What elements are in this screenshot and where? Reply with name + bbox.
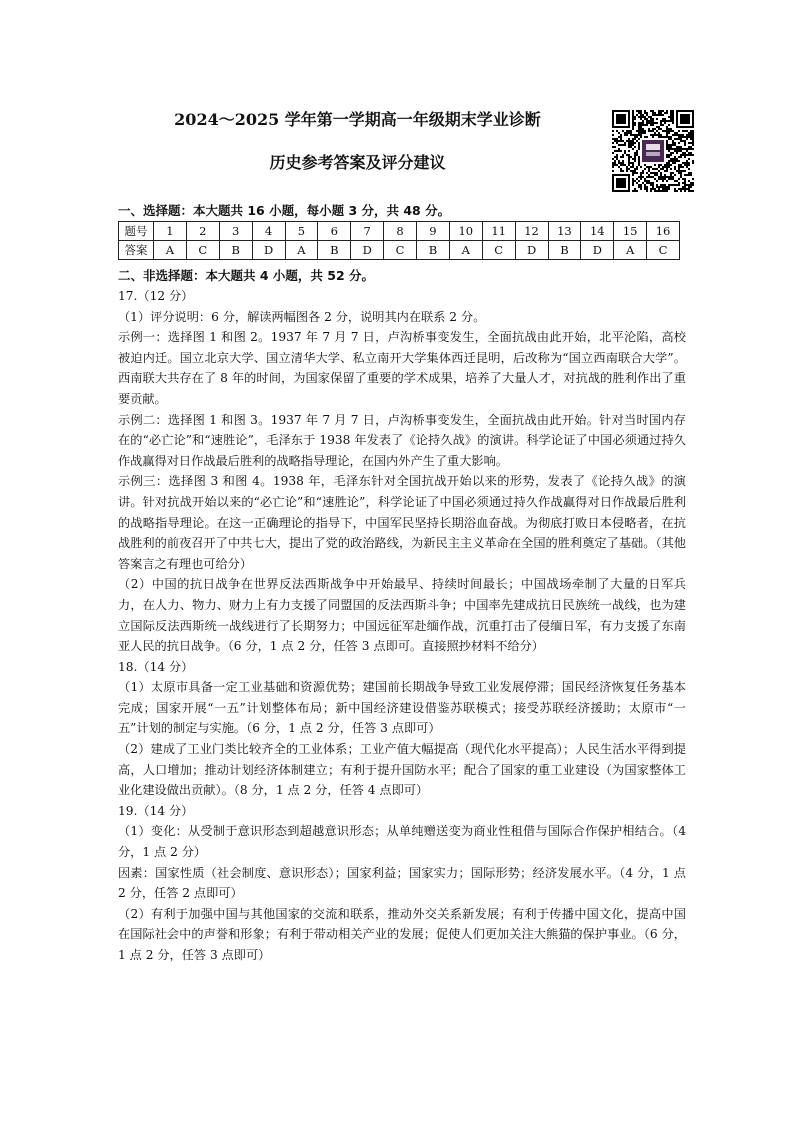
answer-cell: B [417,241,450,260]
q18-part1: （1）太原市具备一定工业基础和资源优势；建国前长期战争导致工业发展停滞；国民经济恢复任务基本完成；国家开展“一五”计划整体布局；新中国经济建设借鉴苏联模式；接受苏联经济援助；太原市“一五”计划的制定与实施。（6 分，1 点 2 分，任答 3 点即可） [118,680,686,736]
question-number: 15 [614,222,647,241]
row-label-number: 题号 [119,222,154,241]
row-label-answer: 答案 [119,241,154,260]
answer-cell: D [351,241,384,260]
answer-cell: D [581,241,614,260]
question-number: 13 [548,222,581,241]
answer-cell: A [154,241,187,260]
page-subtitle: 历史参考答案及评分建议 [269,153,446,172]
answer-table [118,221,680,260]
page-title: 2024～2025 学年第一学期高一年级期末学业诊断 [174,110,541,129]
answer-cell: C [647,241,680,260]
question-number: 3 [219,222,252,241]
question-number: 11 [482,222,515,241]
answer-cell: D [515,241,548,260]
q17-example-2: 示例二：选择图 1 和图 3。1937 年 7 月 7 日，卢沟桥事变发生，全面抗战由此开始。针对当时国内存在的“必亡论”和“速胜论”，毛泽东于 1938 年发表了《论持久战》的演讲。科学论证了中国必须通过持久作战赢得对日作战最后胜利的战略指导理论，在国内外产生了重大影响。 [118,412,686,468]
q19-part1-change: （1）变化：从受制于意识形态到超越意识形态；从单纯赠送变为商业性租借与国际合作保护相结合。（4 分，1 点 2 分） [118,824,686,860]
question-number: 2 [186,222,219,241]
question-number: 12 [515,222,548,241]
question-19-header: 19.（14 分） [118,803,194,818]
question-number: 6 [318,222,351,241]
answer-cell: C [186,241,219,260]
question-number: 5 [285,222,318,241]
answer-body [118,286,686,966]
q17-example-1: 示例一：选择图 1 和图 2。1937 年 7 月 7 日，卢沟桥事变发生，全面抗战由此开始，北平沦陷，高校被迫内迁。国立北京大学、国立清华大学、私立南开大学集体西迁昆明，后改称为“国立西南联合大学”。西南联大共存在了 8 年的时间，为国家保留了重要的学术成果，培养了大量人才，对抗战的胜利作出了重要贡献。 [118,330,686,406]
answer-cell: B [548,241,581,260]
answer-cell: C [384,241,417,260]
question-number: 14 [581,222,614,241]
answer-cell: B [219,241,252,260]
question-number: 1 [154,222,187,241]
question-number: 8 [384,222,417,241]
q17-part1-scoring: （1）评分说明：6 分，解读两幅图各 2 分，说明其内在联系 2 分。 [118,309,486,324]
answer-cell: A [285,241,318,260]
answer-cell: C [482,241,515,260]
q17-part2: （2）中国的抗日战争在世界反法西斯战争中开始最早、持续时间最长；中国战场牵制了大量的日军兵力，在人力、物力、财力上有力支援了同盟国的反法西斯斗争；中国率先建成抗日民族统一战线，也为建立国际反法西斯统一战线进行了长期努力；中国远征军赴缅作战，沉重打击了侵缅日军，有力支援了东南亚人民的抗日战争。（6 分，1 点 2 分，任答 3 点即可。直接照抄材料不给分） [118,577,686,654]
question-number: 9 [417,222,450,241]
q17-example-3: 示例三：选择图 3 和图 4。1938 年，毛泽东针对全国抗战开始以来的形势，发表了《论持久战》的演讲。针对抗战开始以来的“必亡论”和“速胜论”，科学论证了中国必须通过持久作战赢得对日作战最后胜利的战略指导理论。在这一正确理论的指导下，中国军民坚持长期浴血奋战。为彻底打败日本侵略者，在抗战胜利的前夜召开了中共七大，提出了党的政治路线，为新民主主义革命在全国的胜利奠定了基础。（其他答案言之有理也可给分） [118,474,686,571]
question-number: 4 [252,222,285,241]
section-1-heading: 一、选择题：本大题共 16 小题，每小题 3 分，共 48 分。 [118,203,451,218]
answer-cell: D [252,241,285,260]
answer-cell: A [449,241,482,260]
question-18-header: 18.（14 分） [118,659,194,674]
question-number: 7 [351,222,384,241]
q19-part2: （2）有利于加强中国与其他国家的交流和联系，推动外交关系新发展；有利于传播中国文化，提高中国在国际社会中的声誉和形象；有利于带动相关产业的发展；促使人们更加关注大熊猫的保护事业。（6 分，1 点 2 分，任答 3 点即可） [118,906,686,962]
table-row [119,222,680,241]
question-number: 16 [647,222,680,241]
q19-part1-factors: 因素：国家性质（社会制度、意识形态）；国家利益；国家实力；国际形势；经济发展水平。（4 分，1 点 2 分，任答 2 点即可） [118,865,686,901]
answer-cell: B [318,241,351,260]
table-row [119,241,680,260]
q18-part2: （2）建成了工业门类比较齐全的工业体系；工业产值大幅提高（现代化水平提高）；人民生活水平得到提高，人口增加；推动计划经济体制建立；有利于提升国防水平；配合了国家的重工业建设（为国家整体工业化建设做出贡献）。（8 分，1 点 2 分，任答 4 点即可） [118,742,686,798]
qr-code-icon [612,110,694,192]
answer-cell: A [614,241,647,260]
section-2-heading: 二、非选择题：本大题共 4 小题，共 52 分。 [118,268,375,283]
question-number: 10 [449,222,482,241]
question-17-header: 17.（12 分） [118,289,194,303]
